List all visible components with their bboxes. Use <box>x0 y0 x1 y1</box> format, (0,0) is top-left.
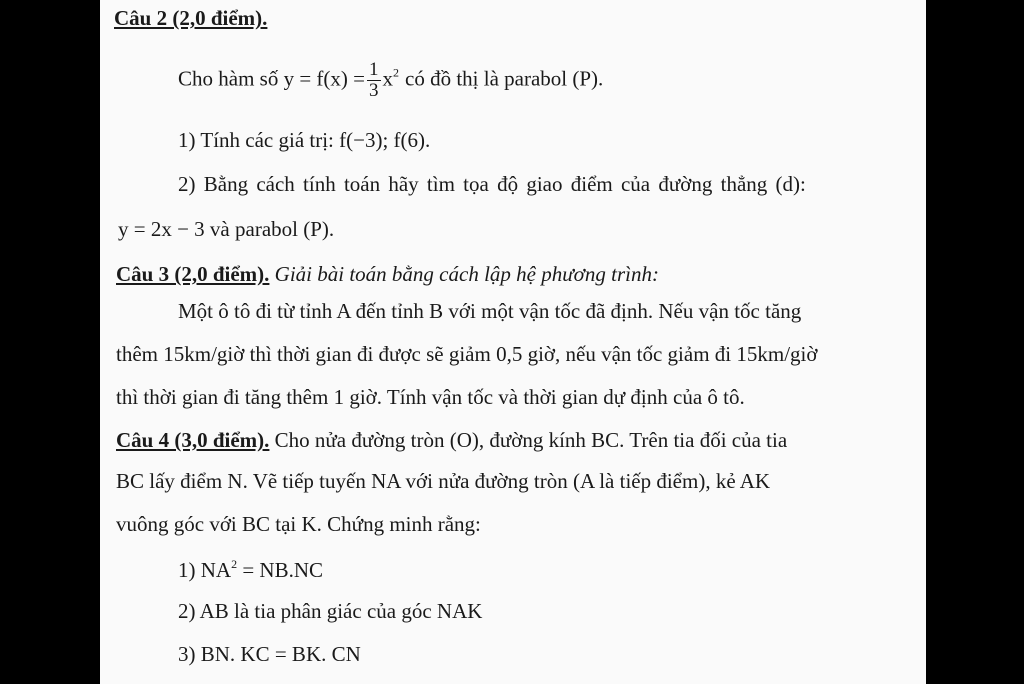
q3-line-3: thì thời gian đi tăng thêm 1 giờ. Tính vận tốc và thời gian dự định của ô tô. <box>116 385 745 409</box>
q3-line-1: Một ô tô đi từ tỉnh A đến tỉnh B với một vận tốc đã định. Nếu vận tốc tăng <box>178 299 802 323</box>
q4-item-1-after: = NB.NC <box>237 558 324 582</box>
q4-line-2: BC lấy điểm N. Vẽ tiếp tuyến NA với nửa đường tròn (A là tiếp điểm), kẻ AK <box>116 469 771 493</box>
q4-item-1-before: 1) NA <box>178 558 232 582</box>
q4-item-1 <box>178 556 323 584</box>
q2-item-2-line-1: 2) Bằng cách tính toán hãy tìm tọa độ giao điểm của đường thẳng (d): <box>178 172 806 196</box>
q4-item-3: 3) BN. KC = BK. CN <box>178 642 361 666</box>
q2-exponent: 2 <box>393 65 400 80</box>
q3-heading-line <box>116 260 659 288</box>
exam-page <box>100 0 926 684</box>
q4-heading-line <box>116 426 787 454</box>
q4-line-3: vuông góc với BC tại K. Chứng minh rằng: <box>116 512 481 536</box>
q2-item-1: 1) Tính các giá trị: f(−3); f(6). <box>178 128 431 152</box>
q2-intro <box>178 60 603 101</box>
q2-frac-den: 3 <box>369 80 379 101</box>
q2-fraction <box>367 60 381 101</box>
q2-item-2-line-2: y = 2x − 3 và parabol (P). <box>118 217 335 241</box>
q2-frac-num: 1 <box>369 59 379 80</box>
q4-item-1-exponent: 2 <box>231 557 238 571</box>
q3-subtitle: Giải bài toán bằng cách lập hệ phương trình: <box>274 262 659 286</box>
q3-heading: Câu 3 (2,0 điểm). <box>116 262 270 286</box>
q4-line-1-rest: Cho nửa đường tròn (O), đường kính BC. Trên tia đối của tia <box>274 428 788 452</box>
q4-item-2: 2) AB là tia phân giác của góc NAK <box>178 599 483 623</box>
q3-line-2: thêm 15km/giờ thì thời gian đi được sẽ giảm 0,5 giờ, nếu vận tốc giảm đi 15km/giờ <box>116 342 818 366</box>
q2-heading: Câu 2 (2,0 điểm). <box>114 6 268 30</box>
q2-var-x: x <box>382 66 394 91</box>
q4-heading: Câu 4 (3,0 điểm). <box>116 428 270 452</box>
q2-intro-after: có đồ thị là parabol (P). <box>405 66 604 91</box>
q2-intro-before: Cho hàm số y = f(x) = <box>178 66 366 91</box>
